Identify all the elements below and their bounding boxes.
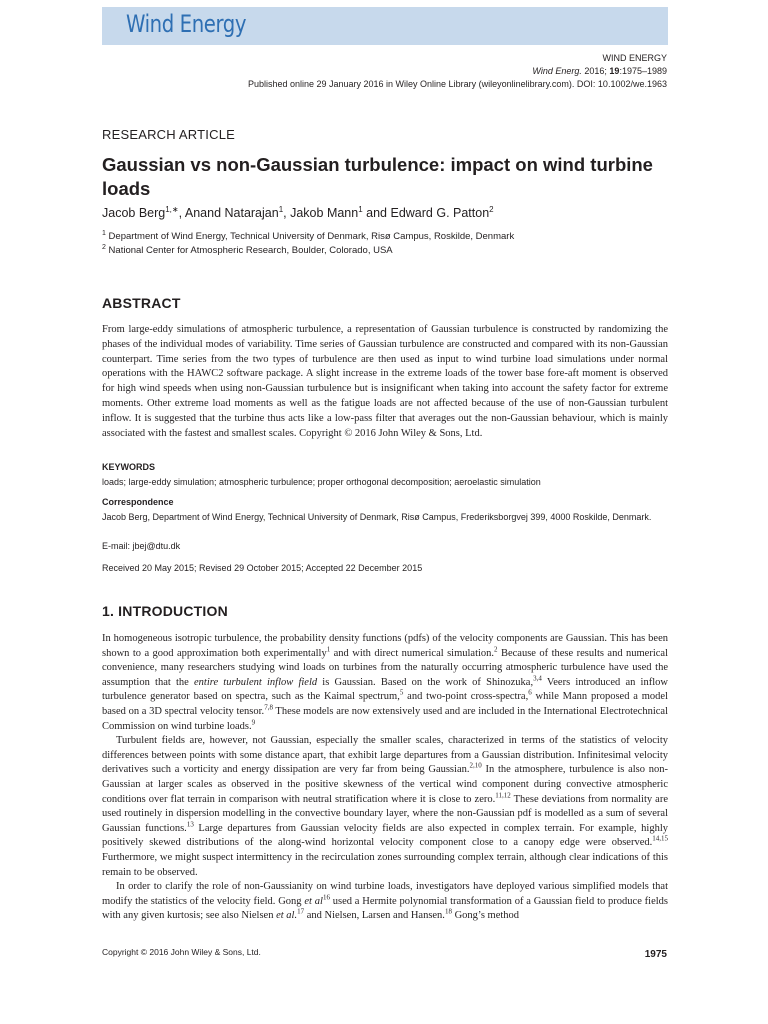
- published-line: Published online 29 January 2016 in Wiley Online Library (wileyonlinelibrary.com). DOI: 10.1002/we.1963: [247, 79, 667, 89]
- correspondence-email: E-mail: jbej@dtu.dk: [102, 541, 181, 551]
- footer-copyright: Copyright © 2016 John Wiley & Sons, Ltd.: [102, 947, 261, 957]
- keywords-text: loads; large-eddy simulation; atmospheric turbulence; proper orthogonal decomposition; aeroelastic simulation: [102, 477, 541, 487]
- paragraph: In order to clarify the role of non-Gaussianity on wind turbine loads, investigators have deployed various simplified models that modify the statistics of the velocity field. Gong et $al^{16}$ used a Hermite polynomial transformation of a Gaussian field to produce fields with any given kurtosis; see also Nielsen et al.$^{17}$ and Nielsen, Larsen and Hansen.$^{18}$ Gong’s method: [102, 881, 669, 922]
- article-title: Gaussian vs non-Gaussian turbulence: impact on wind turbine loads: [102, 154, 653, 199]
- article-type: RESEARCH ARTICLE: [102, 127, 235, 142]
- author: Jacob Berg$^{1,∗}$,: [102, 205, 185, 221]
- article-dates: Received 20 May 2015; Revised 29 October 2015; Accepted 22 December 2015: [102, 563, 423, 573]
- affiliation: $^2$ National Center for Atmospheric Research, Boulder, Colorado, USA: [102, 244, 393, 257]
- journal-banner: [102, 7, 668, 45]
- abstract-heading: ABSTRACT: [102, 295, 181, 311]
- correspondence-heading: Correspondence: [102, 497, 174, 507]
- author-list: [102, 205, 494, 220]
- keywords-heading: KEYWORDS: [102, 462, 156, 472]
- author: Anand Natarajan$^1$,: [184, 205, 291, 221]
- citation-line: Wind Energ. 2016; 19:1975–1989: [532, 66, 667, 76]
- introduction-body: [102, 632, 668, 924]
- author: Jakob Mann$^1$ and: [290, 205, 391, 221]
- introduction-heading: 1. INTRODUCTION: [102, 603, 228, 619]
- paragraph: In homogeneous isotropic turbulence, the probability density functions (pdfs) of the velocity components are Gaussian. This has been shown to a good approximation both experimentally$^1$ and with direct numerical simulation.$^2$ Because of these results and numerical convenience, many researchers studying wind loads on turbines from the naturally occurring atmospheric turbulence have used the assumption that the entire turbulent inflow field is Gaussian. Based on the work of Shinozuka,$^{3,4}$ Veers introduced an inflow turbulence generator based on spectra, such as the Kaimal spectrum,$^5$ and two-point cross-spectra,$^6$ while Mann proposed a model based on a 3D spectral velocity tensor.$^{7,8}$ These models are now extensively used and are included in the International Electrotechnical Commission on wind turbine loads.$^9$: [102, 633, 668, 732]
- journal-logo: Wind Energy: [126, 10, 247, 38]
- page-number: 1975: [644, 949, 667, 960]
- affiliation: $^1$ Department of Wind Energy, Technical University of Denmark, Risø Campus, Roskilde, Denmark: [102, 230, 515, 243]
- author: Edward G. Patton$^2$: [390, 205, 494, 221]
- correspondence-address: Jacob Berg, Department of Wind Energy, Technical University of Denmark, Risø Campus, Frederiksborgvej 399, 4000 Roskilde, Denmark.: [102, 512, 652, 522]
- journal-name: WIND ENERGY: [602, 53, 667, 63]
- abstract-text: From large-eddy simulations of atmospheric turbulence, a representation of Gaussian turbulence is constructed by randomizing the phases of the individual modes of variability. Time series of Gaussian turbulence are constructed and compared with its non-Gaussian counterpart. Time series from the two types of turbulence are then used as input to wind turbine load simulations under normal operations with the HAWC2 software package. A slight increase in the extreme loads of the tower base fore-aft moment is observed for high wind speeds when using non-Gaussian turbulence but is insignificant when taking into account the safety factor for extreme moments. Other extreme load moments as well as the fatigue loads are not affected because of the use of non-Gaussian turbulent inflow. It is suggested that the turbine thus acts like a low-pass filter that averages out the non-Gaussian behaviour, which is mainly associated with the fastest and smallest scales. Copyright © 2016 John Wiley & Sons, Ltd.: [102, 324, 668, 439]
- paragraph: Turbulent fields are, however, not Gaussian, especially the smaller scales, characterized in terms of the statistics of velocity differences between points with some distance apart, that exhibit large departures from a Gaussian distribution. Infinitesimal velocity derivatives such a vorticity and energy dissipation are very far from being Gaussian.$^{2,10}$ In the atmosphere, turbulence is also non-Gaussian at larger scales as observed in the positive skewness of the vertical wind component during convective atmospheric conditions over flat terrain in comparison with neutral stratification where it is close to zero.$^{11,12}$ These deviations from normality are used routinely in dispersion modelling in the convective boundary layer, where the non-Gaussian pdf is modelled as a sum of several Gaussian functions.$^{13}$ Large departures from Gaussian velocity fields are also expected in complex terrain. For example, highly positively skewed distributions of the along-wind horizontal velocity component close to a canopy edge were observed.$^{14,15}$ Furthermore, we might suspect intermittency in the recirculation zones surrounding complex terrain, although clear indications of this remain to be observed.: [102, 735, 669, 878]
